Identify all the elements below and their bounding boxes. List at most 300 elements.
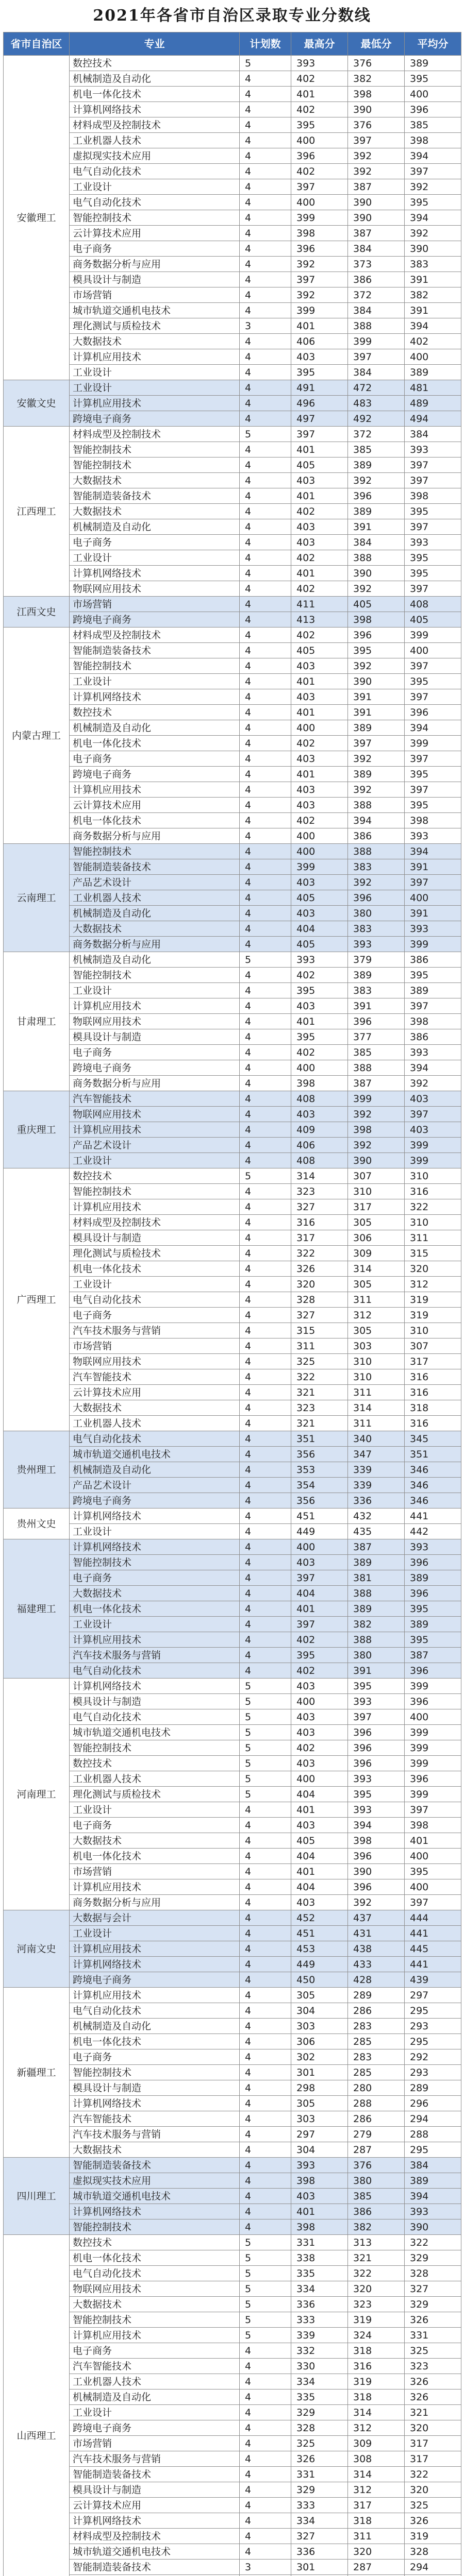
cell-highest-score: 356: [291, 1493, 348, 1509]
table-row: [4, 952, 461, 968]
cell-plan-count: 4: [240, 674, 291, 689]
cell-average-score: 394: [405, 2189, 461, 2204]
cell-plan-count: 4: [240, 1447, 291, 1462]
cell-major: 模具设计与制造: [70, 1694, 240, 1709]
cell-major: 大数据技术: [70, 1833, 240, 1849]
cell-lowest-score: 396: [348, 890, 405, 906]
cell-average-score: 396: [405, 1586, 461, 1601]
cell-lowest-score: 389: [348, 968, 405, 983]
cell-plan-count: 4: [240, 1230, 291, 1246]
table-row: [4, 1910, 461, 1926]
table-row: [4, 1524, 461, 1539]
cell-highest-score: 400: [291, 1060, 348, 1076]
cell-major: 理化测试与质检技术: [70, 318, 240, 334]
cell-province: 四川理工: [4, 2158, 70, 2235]
cell-highest-score: 403: [291, 875, 348, 890]
cell-plan-count: 4: [240, 1617, 291, 1632]
cell-highest-score: 403: [291, 519, 348, 535]
cell-average-score: 292: [405, 2049, 461, 2065]
cell-lowest-score: 390: [348, 1864, 405, 1879]
cell-plan-count: 5: [240, 1740, 291, 1756]
cell-plan-count: 4: [240, 133, 291, 148]
cell-average-score: 297: [405, 1988, 461, 2003]
table-row: [4, 937, 461, 952]
cell-plan-count: 5: [240, 1787, 291, 1802]
cell-plan-count: 4: [240, 195, 291, 210]
table-row: [4, 643, 461, 658]
cell-highest-score: 321: [291, 1416, 348, 1431]
table-row: [4, 1416, 461, 1431]
cell-plan-count: 4: [240, 937, 291, 952]
cell-lowest-score: 318: [348, 2513, 405, 2529]
cell-lowest-score: 384: [348, 303, 405, 318]
cell-major: 商务数据分析与应用: [70, 1076, 240, 1091]
cell-highest-score: 297: [291, 2127, 348, 2142]
cell-plan-count: 4: [240, 1864, 291, 1879]
cell-plan-count: 4: [240, 859, 291, 875]
cell-plan-count: 4: [240, 1215, 291, 1230]
cell-average-score: 441: [405, 1957, 461, 1972]
cell-major: 云计算技术应用: [70, 226, 240, 241]
cell-major: 计算机网络技术: [70, 1539, 240, 1555]
cell-highest-score: 351: [291, 1431, 348, 1447]
cell-major: 计算机应用技术: [70, 1632, 240, 1648]
table-row: [4, 195, 461, 210]
table-row: [4, 1308, 461, 1323]
cell-average-score: 394: [405, 148, 461, 164]
table-row: [4, 1246, 461, 1261]
cell-plan-count: 4: [240, 566, 291, 581]
cell-highest-score: 405: [291, 937, 348, 952]
table-header-row: [4, 32, 461, 56]
cell-plan-count: 4: [240, 2080, 291, 2096]
cell-plan-count: 4: [240, 2034, 291, 2049]
cell-major: 电气自动化技术: [70, 164, 240, 179]
cell-major: 电气自动化技术: [70, 1292, 240, 1308]
cell-major: 大数据技术: [70, 1586, 240, 1601]
cell-plan-count: 5: [240, 2235, 291, 2250]
cell-average-score: 394: [405, 720, 461, 736]
cell-major: 电子商务: [70, 1308, 240, 1323]
cell-average-score: 400: [405, 890, 461, 906]
cell-major: 电气自动化技术: [70, 2266, 240, 2281]
cell-average-score: 395: [405, 1864, 461, 1879]
cell-lowest-score: 287: [348, 2142, 405, 2158]
cell-plan-count: 4: [240, 1308, 291, 1323]
cell-lowest-score: 394: [348, 1818, 405, 1833]
cell-lowest-score: 340: [348, 1431, 405, 1447]
cell-average-score: 394: [405, 844, 461, 859]
cell-average-score: 326: [405, 2513, 461, 2529]
cell-province: 贵州文史: [4, 1509, 70, 1539]
cell-average-score: 481: [405, 380, 461, 396]
cell-major: 商务数据分析与应用: [70, 828, 240, 844]
cell-average-score: 397: [405, 164, 461, 179]
cell-major: 工业设计: [70, 380, 240, 396]
cell-plan-count: 4: [240, 1153, 291, 1168]
cell-lowest-score: 389: [348, 504, 405, 519]
cell-lowest-score: 405: [348, 597, 405, 612]
cell-lowest-score: 391: [348, 705, 405, 720]
cell-major: 理化测试与质检技术: [70, 1246, 240, 1261]
table-row: [4, 2189, 461, 2204]
table-row: [4, 2328, 461, 2343]
cell-highest-score: 327: [291, 2529, 348, 2544]
cell-lowest-score: 286: [348, 2111, 405, 2127]
cell-average-score: 398: [405, 488, 461, 504]
cell-plan-count: 4: [240, 272, 291, 287]
cell-plan-count: 4: [240, 2065, 291, 2080]
cell-lowest-score: 318: [348, 2389, 405, 2405]
cell-province: 山西理工: [4, 2235, 70, 2576]
cell-average-score: 346: [405, 1493, 461, 1509]
cell-plan-count: 4: [240, 813, 291, 828]
cell-plan-count: 4: [240, 921, 291, 937]
cell-average-score: 395: [405, 504, 461, 519]
cell-average-score: 398: [405, 813, 461, 828]
cell-highest-score: 404: [291, 1879, 348, 1895]
table-row: [4, 2281, 461, 2297]
cell-major: 材料成型及控制技术: [70, 628, 240, 643]
cell-highest-score: 405: [291, 1833, 348, 1849]
cell-major: 市场营销: [70, 2436, 240, 2451]
cell-major: 计算机应用技术: [70, 1122, 240, 1138]
cell-average-score: 398: [405, 1818, 461, 1833]
cell-highest-score: 400: [291, 1771, 348, 1787]
cell-lowest-score: 381: [348, 1570, 405, 1586]
cell-major: 物联网应用技术: [70, 2281, 240, 2297]
cell-average-score: 399: [405, 937, 461, 952]
cell-major: 城市轨道交通机电技术: [70, 1725, 240, 1740]
table-row: [4, 1168, 461, 1184]
cell-plan-count: 4: [240, 1385, 291, 1400]
cell-plan-count: 4: [240, 1076, 291, 1091]
cell-province: 广西理工: [4, 1168, 70, 1431]
cell-plan-count: 4: [240, 1895, 291, 1910]
cell-average-score: 398: [405, 1014, 461, 1029]
cell-major: 机械制造及自动化: [70, 2019, 240, 2034]
cell-highest-score: 402: [291, 1740, 348, 1756]
cell-lowest-score: 283: [348, 2049, 405, 2065]
cell-average-score: 393: [405, 828, 461, 844]
table-row: [4, 1076, 461, 1091]
cell-major: 城市轨道交通机电技术: [70, 2189, 240, 2204]
cell-plan-count: 4: [240, 1988, 291, 2003]
cell-lowest-score: 386: [348, 2204, 405, 2219]
cell-highest-score: 403: [291, 1895, 348, 1910]
cell-major: 机械制造及自动化: [70, 519, 240, 535]
cell-average-score: 393: [405, 1045, 461, 1060]
table-row: [4, 1107, 461, 1122]
cell-plan-count: 4: [240, 1045, 291, 1060]
page-title: 2021年各省市自治区录取专业分数线: [93, 7, 371, 25]
cell-lowest-score: 392: [348, 782, 405, 798]
cell-plan-count: 4: [240, 2467, 291, 2482]
cell-major: 汽车智能技术: [70, 1369, 240, 1385]
cell-major: 理化测试与质检技术: [70, 1787, 240, 1802]
cell-highest-score: 392: [291, 287, 348, 303]
cell-plan-count: 4: [240, 1493, 291, 1509]
cell-plan-count: 4: [240, 1941, 291, 1957]
cell-major: 工业设计: [70, 1802, 240, 1818]
cell-plan-count: 4: [240, 581, 291, 597]
cell-average-score: 403: [405, 1122, 461, 1138]
cell-highest-score: 395: [291, 1648, 348, 1663]
cell-major: 物联网应用技术: [70, 1354, 240, 1369]
cell-highest-score: 401: [291, 1601, 348, 1617]
cell-major: 电气自动化技术: [70, 1709, 240, 1725]
table-row: [4, 736, 461, 751]
cell-average-score: 323: [405, 2359, 461, 2374]
table-row: [4, 2080, 461, 2096]
cell-plan-count: 4: [240, 751, 291, 767]
cell-highest-score: 306: [291, 2034, 348, 2049]
cell-highest-score: 303: [291, 2111, 348, 2127]
cell-plan-count: 4: [240, 117, 291, 133]
cell-average-score: 295: [405, 2034, 461, 2049]
cell-highest-score: 403: [291, 998, 348, 1014]
cell-plan-count: 4: [240, 2142, 291, 2158]
cell-major: 模具设计与制造: [70, 1230, 240, 1246]
cell-lowest-score: 383: [348, 859, 405, 875]
cell-highest-score: 397: [291, 1617, 348, 1632]
cell-plan-count: 4: [240, 1601, 291, 1617]
cell-average-score: 317: [405, 2436, 461, 2451]
cell-plan-count: 4: [240, 334, 291, 349]
cell-lowest-score: 314: [348, 2405, 405, 2420]
cell-lowest-score: 399: [348, 334, 405, 349]
cell-lowest-score: 392: [348, 875, 405, 890]
cell-plan-count: 5: [240, 952, 291, 968]
cell-major: 工业设计: [70, 1524, 240, 1539]
cell-plan-count: 4: [240, 1431, 291, 1447]
table-row: [4, 1447, 461, 1462]
cell-major: 大数据技术: [70, 2142, 240, 2158]
cell-lowest-score: 314: [348, 2467, 405, 2482]
cell-plan-count: 4: [240, 1323, 291, 1338]
cell-major: 电子商务: [70, 1570, 240, 1586]
cell-highest-score: 403: [291, 473, 348, 488]
cell-lowest-score: 288: [348, 2096, 405, 2111]
cell-major: 材料成型及控制技术: [70, 1215, 240, 1230]
cell-average-score: 400: [405, 87, 461, 102]
cell-major: 市场营销: [70, 287, 240, 303]
table-row: [4, 658, 461, 674]
cell-major: 材料成型及控制技术: [70, 2529, 240, 2544]
cell-major: 电气自动化技术: [70, 195, 240, 210]
cell-lowest-score: 395: [348, 643, 405, 658]
cell-major: 机电一体化技术: [70, 1261, 240, 1277]
cell-highest-score: 329: [291, 2405, 348, 2420]
cell-major: 智能控制技术: [70, 1555, 240, 1570]
cell-average-score: 397: [405, 875, 461, 890]
cell-major: 机械制造及自动化: [70, 906, 240, 921]
table-row: [4, 844, 461, 859]
table-row: [4, 597, 461, 612]
cell-lowest-score: 472: [348, 380, 405, 396]
cell-plan-count: 4: [240, 303, 291, 318]
cell-highest-score: 332: [291, 2343, 348, 2359]
cell-average-score: 398: [405, 133, 461, 148]
cell-average-score: 390: [405, 2219, 461, 2235]
cell-average-score: 391: [405, 303, 461, 318]
cell-plan-count: 4: [240, 597, 291, 612]
cell-major: 工业设计: [70, 550, 240, 566]
cell-major: 计算机网络技术: [70, 1957, 240, 1972]
cell-major: 机电一体化技术: [70, 1849, 240, 1864]
cell-major: 计算机应用技术: [70, 1199, 240, 1215]
cell-average-score: 383: [405, 257, 461, 272]
cell-lowest-score: 308: [348, 2451, 405, 2467]
cell-highest-score: 397: [291, 1570, 348, 1586]
cell-major: 电子商务: [70, 241, 240, 257]
cell-lowest-score: 311: [348, 1385, 405, 1400]
cell-lowest-score: 396: [348, 1849, 405, 1864]
cell-average-score: 395: [405, 1632, 461, 1648]
table-row: [4, 628, 461, 643]
cell-lowest-score: 396: [348, 1756, 405, 1771]
cell-major: 工业设计: [70, 2405, 240, 2420]
cell-plan-count: 4: [240, 844, 291, 859]
cell-major: 计算机网络技术: [70, 102, 240, 117]
table-row: [4, 427, 461, 442]
table-row: [4, 2529, 461, 2544]
cell-lowest-score: 388: [348, 1060, 405, 1076]
cell-highest-score: 400: [291, 844, 348, 859]
cell-average-score: 296: [405, 2096, 461, 2111]
cell-highest-score: 398: [291, 226, 348, 241]
table-row: [4, 2219, 461, 2235]
table-row: [4, 2065, 461, 2080]
cell-average-score: 441: [405, 1509, 461, 1524]
cell-average-score: 328: [405, 2544, 461, 2560]
cell-plan-count: 4: [240, 2498, 291, 2513]
cell-highest-score: 304: [291, 2003, 348, 2019]
table-row: [4, 442, 461, 457]
cell-plan-count: 4: [240, 164, 291, 179]
table-row: [4, 1091, 461, 1107]
cell-plan-count: 4: [240, 1972, 291, 1988]
cell-plan-count: 4: [240, 2529, 291, 2544]
cell-highest-score: 402: [291, 1045, 348, 1060]
cell-plan-count: 4: [240, 488, 291, 504]
cell-major: 数控技术: [70, 705, 240, 720]
cell-major: 工业机器人技术: [70, 133, 240, 148]
cell-highest-score: 453: [291, 1941, 348, 1957]
cell-lowest-score: 339: [348, 1462, 405, 1478]
score-table: [3, 32, 461, 2576]
cell-major: 智能制造装备技术: [70, 859, 240, 875]
cell-average-score: 400: [405, 1849, 461, 1864]
cell-major: 模具设计与制造: [70, 1029, 240, 1045]
table-row: [4, 921, 461, 937]
cell-highest-score: 302: [291, 2049, 348, 2065]
table-row: [4, 1570, 461, 1586]
cell-highest-score: 305: [291, 2096, 348, 2111]
cell-average-score: 393: [405, 921, 461, 937]
cell-highest-score: 401: [291, 566, 348, 581]
cell-lowest-score: 388: [348, 844, 405, 859]
cell-average-score: 386: [405, 1029, 461, 1045]
cell-highest-score: 395: [291, 365, 348, 380]
table-row: [4, 1153, 461, 1168]
cell-highest-score: 334: [291, 2281, 348, 2297]
cell-highest-score: 323: [291, 1400, 348, 1416]
cell-highest-score: 402: [291, 628, 348, 643]
cell-average-score: 389: [405, 1617, 461, 1632]
table-row: [4, 2389, 461, 2405]
cell-highest-score: 403: [291, 1725, 348, 1740]
cell-lowest-score: 309: [348, 2436, 405, 2451]
cell-plan-count: 4: [240, 1199, 291, 1215]
cell-average-score: 293: [405, 2065, 461, 2080]
cell-major: 工业设计: [70, 674, 240, 689]
cell-highest-score: 401: [291, 705, 348, 720]
cell-plan-count: 4: [240, 720, 291, 736]
cell-average-score: 395: [405, 767, 461, 782]
table-row: [4, 2266, 461, 2281]
cell-major: 跨境电子商务: [70, 1493, 240, 1509]
cell-lowest-score: 317: [348, 2498, 405, 2513]
cell-average-score: 346: [405, 1462, 461, 1478]
cell-average-score: 310: [405, 1215, 461, 1230]
cell-plan-count: 4: [240, 1246, 291, 1261]
table-row: [4, 1694, 461, 1709]
cell-major: 机电一体化技术: [70, 1601, 240, 1617]
cell-lowest-score: 280: [348, 2080, 405, 2096]
cell-lowest-score: 314: [348, 1400, 405, 1416]
cell-province: 河南理工: [4, 1679, 70, 1910]
cell-lowest-score: 399: [348, 1091, 405, 1107]
cell-average-score: 392: [405, 1076, 461, 1091]
cell-average-score: 399: [405, 1787, 461, 1802]
table-row: [4, 1539, 461, 1555]
cell-highest-score: 328: [291, 2420, 348, 2436]
cell-highest-score: 402: [291, 581, 348, 597]
cell-highest-score: 403: [291, 782, 348, 798]
cell-average-score: 392: [405, 179, 461, 195]
cell-major: 工业设计: [70, 983, 240, 998]
table-row: [4, 1941, 461, 1957]
cell-average-score: 396: [405, 1694, 461, 1709]
cell-major: 机电一体化技术: [70, 736, 240, 751]
cell-lowest-score: 283: [348, 2019, 405, 2034]
cell-plan-count: 4: [240, 689, 291, 705]
cell-plan-count: 4: [240, 612, 291, 628]
cell-plan-count: 4: [240, 1570, 291, 1586]
table-row: [4, 1354, 461, 1369]
cell-highest-score: 413: [291, 612, 348, 628]
cell-average-score: 391: [405, 272, 461, 287]
cell-lowest-score: 390: [348, 195, 405, 210]
cell-average-score: 396: [405, 705, 461, 720]
cell-lowest-score: 393: [348, 1694, 405, 1709]
table-row: [4, 1323, 461, 1338]
cell-plan-count: 4: [240, 349, 291, 365]
table-row: [4, 2127, 461, 2142]
cell-average-score: 389: [405, 365, 461, 380]
cell-plan-count: 4: [240, 287, 291, 303]
table-row: [4, 1787, 461, 1802]
cell-average-score: 321: [405, 2405, 461, 2420]
cell-plan-count: 4: [240, 1957, 291, 1972]
cell-lowest-score: 385: [348, 442, 405, 457]
cell-major: 计算机应用技术: [70, 1941, 240, 1957]
cell-lowest-score: 312: [348, 2482, 405, 2498]
cell-major: 工业设计: [70, 1926, 240, 1941]
cell-major: 计算机应用技术: [70, 349, 240, 365]
cell-plan-count: 4: [240, 1261, 291, 1277]
